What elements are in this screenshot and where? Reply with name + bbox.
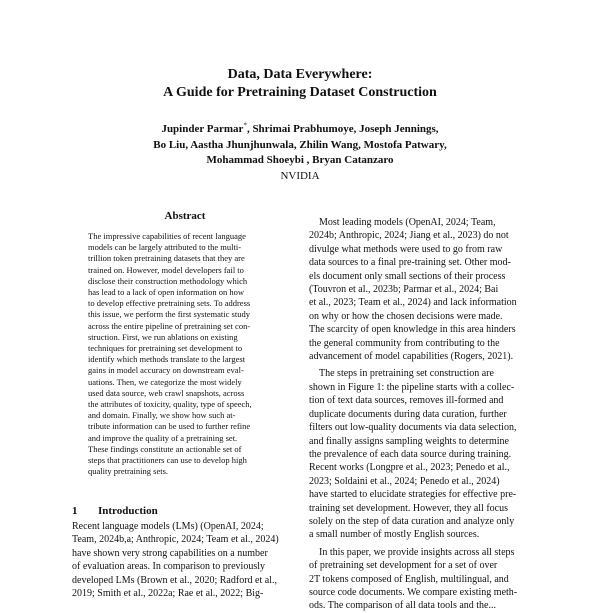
paragraph-3 — [309, 546, 541, 613]
abstract-line: disclose their construction methodology which — [88, 275, 248, 286]
text-line: et al., 2023; Team et al., 2024) and lack information — [309, 297, 517, 309]
text-line: (Touvron et al., 2023b; Parmar et al., 2024; Bai — [309, 284, 499, 296]
right-column — [309, 216, 541, 613]
section-title: Introduction — [98, 505, 158, 517]
text-line: divulge what methods were used to go from raw — [309, 243, 503, 255]
introduction-body — [72, 520, 304, 600]
text-line: The scarcity of open knowledge in this area hinders — [309, 324, 516, 336]
text-line: the general community from contributing to the — [309, 337, 500, 349]
text-line: solely on the step of data curation and analyze only — [309, 515, 515, 527]
text-line: of evaluation areas. In comparison to previously — [72, 561, 265, 573]
text-line: els document only small sections of their process — [309, 270, 506, 282]
title-line-1: Data, Data Everywhere: — [227, 67, 373, 82]
title-line-2: A Guide for Pretraining Dataset Construction — [163, 85, 437, 100]
abstract-line: and improve the quality of a pretraining set. — [88, 432, 238, 443]
text-line: of pretraining set development for a set of over — [309, 560, 498, 572]
abstract-line: identify which methods translate to the largest — [88, 354, 246, 365]
author-block — [0, 122, 600, 184]
text-line: developed LMs (Brown et al., 2020; Radford et al., — [72, 574, 277, 586]
text-line: data sources to a final pre-training set. Other mod- — [309, 257, 511, 269]
authors-line-2: Bo Liu, Aastha Jhunjhunwala, Zhilin Wang, Mostofa Patwary, — [153, 138, 447, 151]
affiliation: NVIDIA — [280, 169, 320, 182]
section-number: 1 — [72, 505, 78, 517]
text-line: In this paper, we provide insights across all steps — [319, 546, 515, 558]
abstract-line: and domain. Finally, we show how such at- — [88, 410, 236, 421]
abstract-line: the attributes of toxicity, quality, type of speech, — [88, 399, 252, 410]
abstract-line: has lead to a lack of open information on how — [88, 287, 245, 298]
abstract-line: quality pretraining sets. — [88, 466, 169, 477]
text-line: shown in Figure 1: the pipeline starts with a collec- — [309, 381, 515, 393]
text-line: 2023; Soldaini et al., 2024; Penedo et al., 2024) — [309, 475, 500, 487]
text-line: ods. The comparison of all data tools and the... — [309, 600, 496, 612]
text-line: the prevalence of each data source during training. — [309, 448, 512, 460]
authors-line-3: Mohammad Shoeybi , Bryan Catanzaro — [206, 154, 394, 166]
text-line: Recent language models (LMs) (OpenAI, 2024; — [72, 521, 264, 532]
abstract-line: tribute information can be used to further refine — [88, 421, 251, 432]
text-line: Most leading models (OpenAI, 2024; Team, — [319, 217, 496, 228]
abstract-line: across the entire pipeline of pretraining set con- — [88, 320, 251, 331]
text-line: duplicate documents during data curation, further — [309, 408, 507, 420]
text-line: 2019; Smith et al., 2022a; Rae et al., 2022; Big- — [72, 588, 264, 600]
paper-title — [0, 66, 600, 102]
abstract-line: models can be largely attributed to the multi- — [88, 242, 242, 253]
text-line: 2024b; Anthropic, 2024; Jiang et al., 2023) do not — [309, 230, 509, 242]
text-line: have shown very strong capabilities on a number — [72, 547, 268, 559]
abstract-line: steps that practitioners can use to develop high — [88, 455, 247, 466]
text-line: source code documents. We compare existing meth- — [309, 586, 518, 598]
abstract-line: used data source, web crawl snapshots, across — [88, 387, 245, 398]
text-line: 2T tokens composed of English, multilingual, and — [309, 573, 509, 585]
text-line: training set development. However, they all focus — [309, 502, 508, 514]
authors-line-1-rest: , Shrimai Prabhumoye, Joseph Jennings, — [246, 123, 439, 135]
text-line: tion of text data sources, removes ill-formed and — [309, 395, 504, 407]
paragraph-1 — [309, 216, 541, 363]
abstract-line: gains in model accuracy on downstream eval- — [88, 365, 244, 376]
abstract-line: this issue, we perform the first systematic study — [88, 309, 250, 320]
text-line: on why or how the chosen decisions were made. — [309, 310, 503, 322]
abstract-line: uations. Then, we categorize the most widely — [88, 376, 242, 387]
abstract-line: struction. First, we run ablations on existing — [88, 331, 238, 342]
author-name: Jupinder Parmar — [161, 123, 244, 135]
text-line: Recent works (Longpre et al., 2023; Penedo et al., — [309, 462, 510, 474]
text-line: filters out low-quality documents via data selection, — [309, 422, 517, 434]
text-line: have started to elucidate strategies for effective pre- — [309, 489, 517, 501]
abstract-line: techniques for pretraining set development to — [88, 343, 243, 354]
abstract-heading: Abstract — [164, 210, 206, 222]
paragraph-2 — [309, 367, 541, 541]
equal-contribution-mark: * — [243, 121, 247, 130]
abstract-line: The impressive capabilities of recent language — [88, 231, 246, 241]
text-line: The steps in pretraining set construction are — [319, 368, 494, 380]
abstract-line: trained on. However, model developers fail to — [88, 264, 244, 275]
abstract-body — [88, 231, 294, 477]
abstract-line: trillion token pretraining datasets that they are — [88, 253, 245, 264]
text-line: a small number of mostly English sources. — [309, 529, 480, 541]
text-line: advancement of model capabilities (Rogers, 2021). — [309, 351, 514, 363]
abstract-line: These findings constitute an actionable set of — [88, 443, 242, 454]
section-heading-introduction — [72, 505, 158, 517]
text-line: and finally assigns sampling weights to determine — [309, 435, 509, 447]
abstract-line: to develop effective pretraining sets. To address — [88, 298, 251, 309]
text-line: Team, 2024b,a; Anthropic, 2024; Team et al., 2024) — [72, 534, 279, 546]
authors-line-1 — [0, 122, 600, 138]
